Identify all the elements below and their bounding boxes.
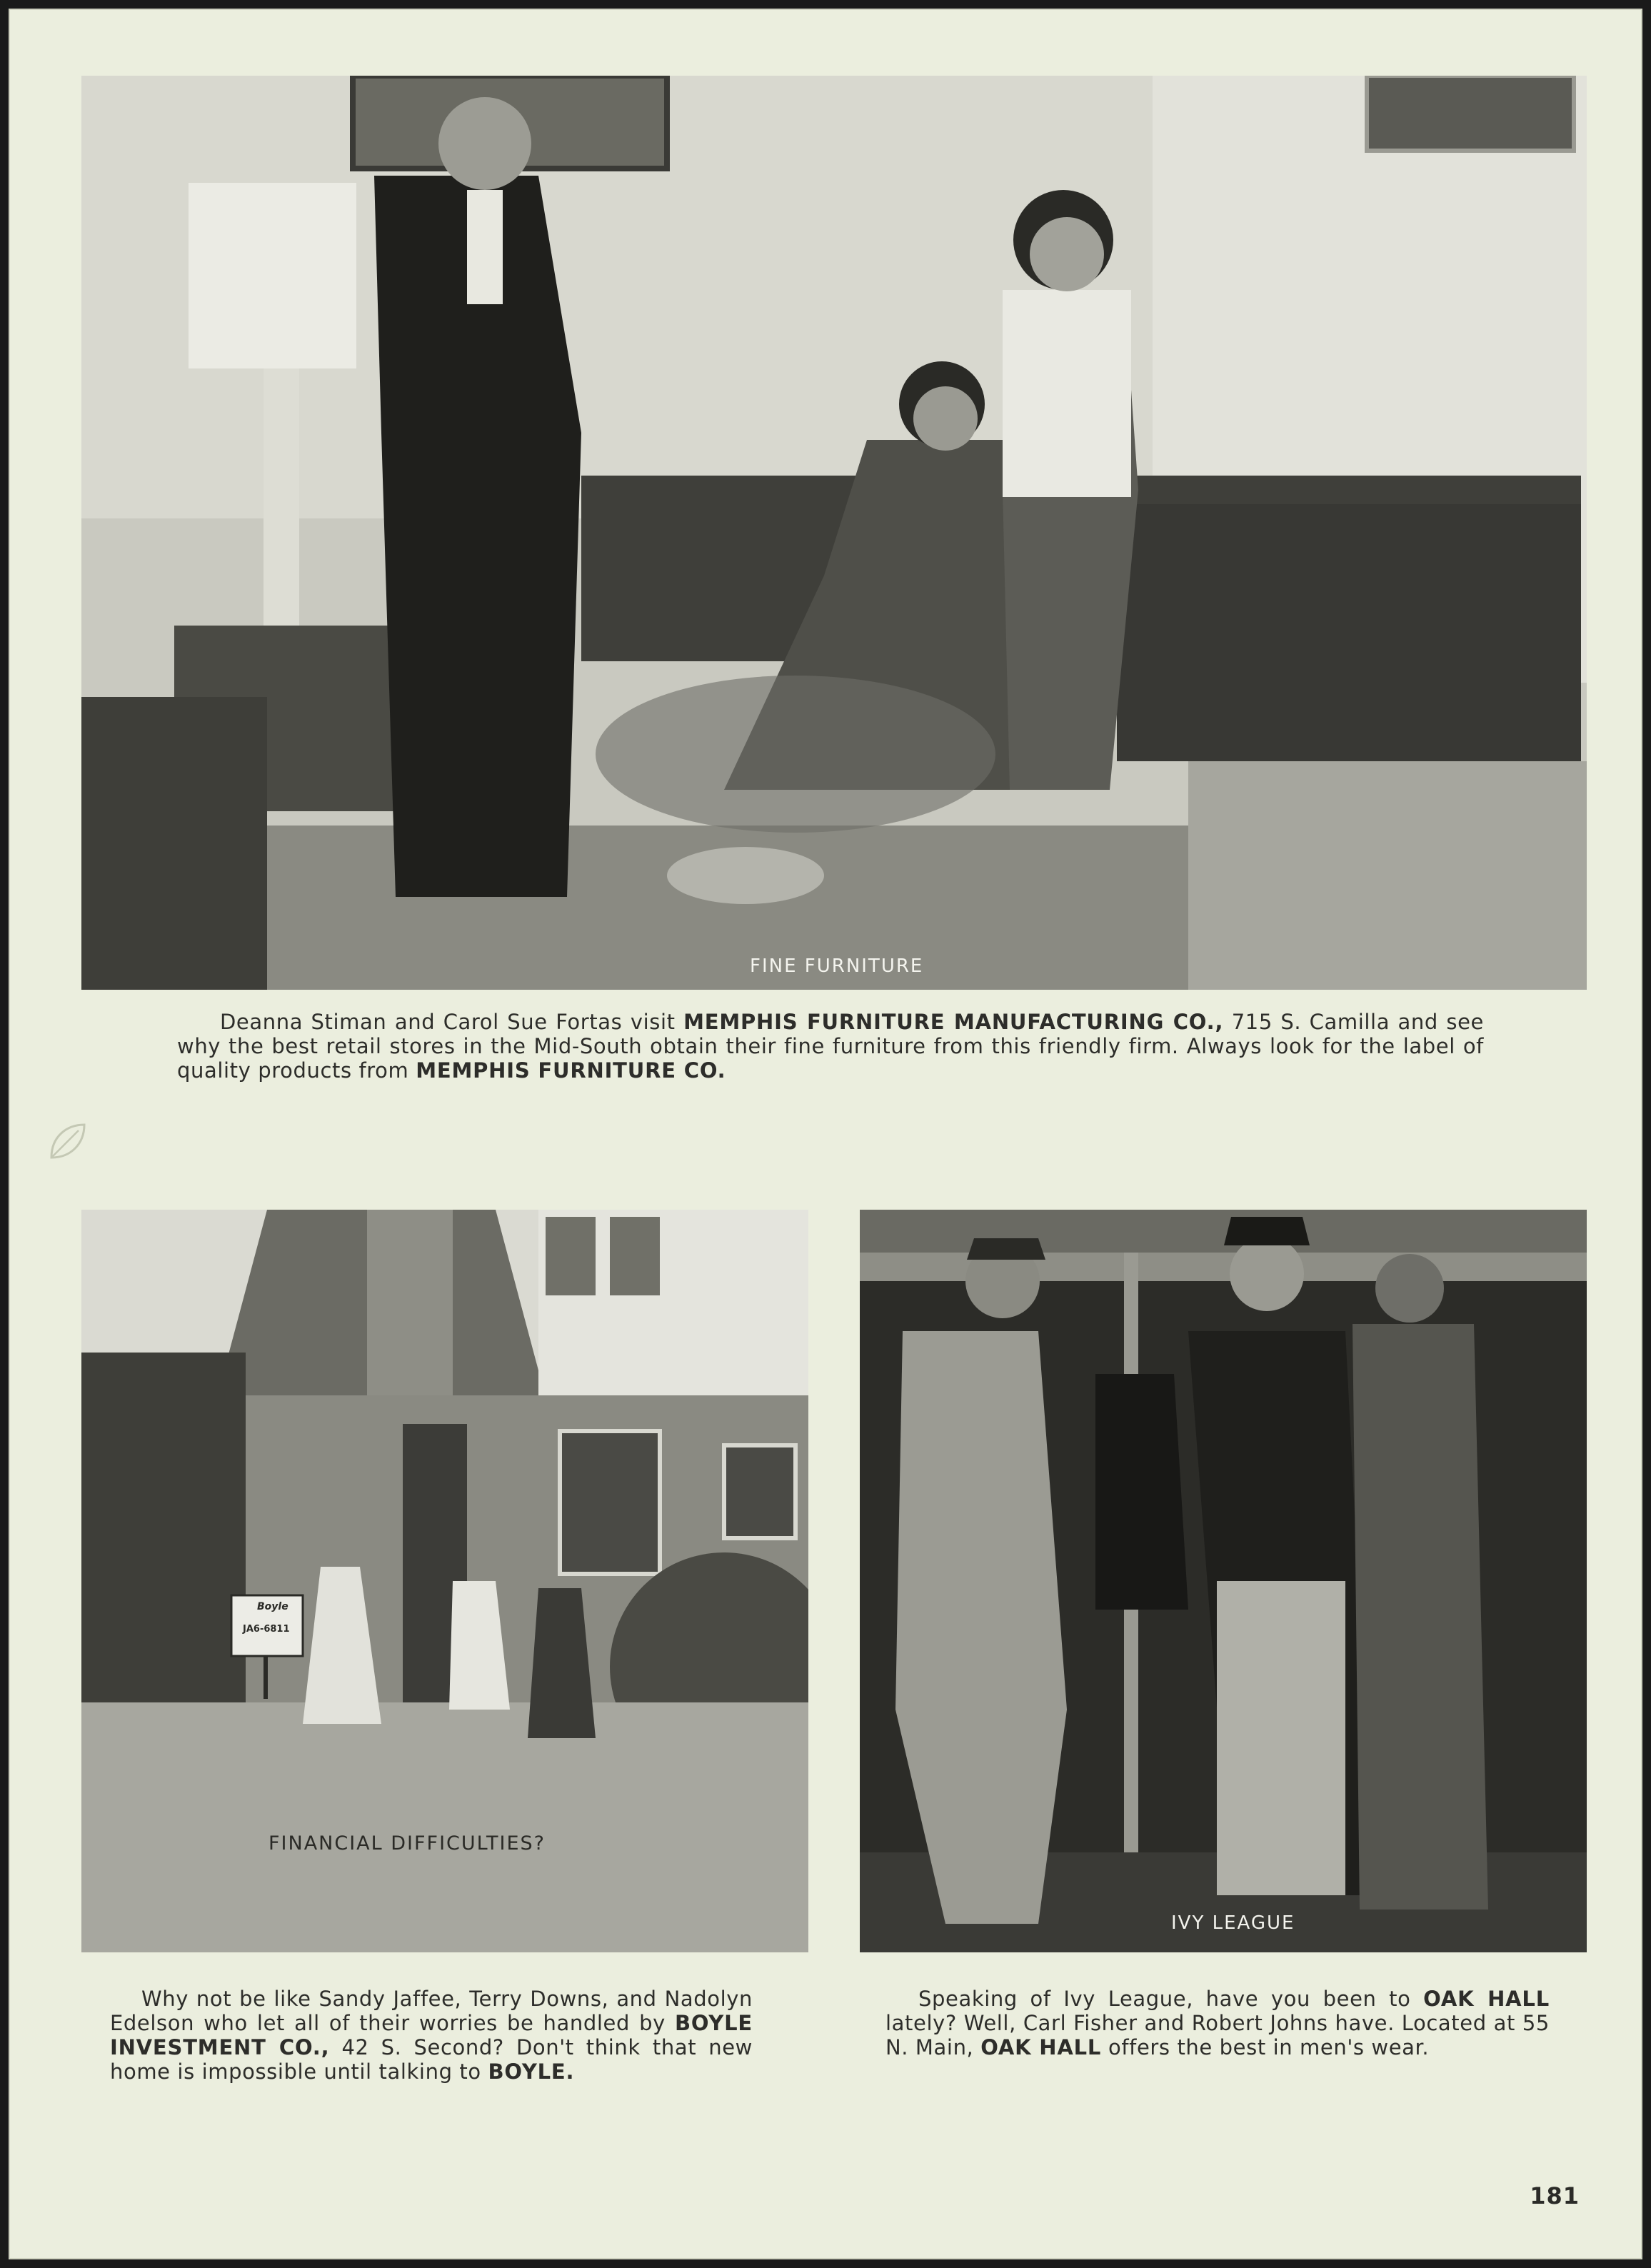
photo-label-ivy-league: IVY LEAGUE [1171,1912,1295,1934]
oak-hall-caption: Speaking of Ivy League, have you been to OAK HALL lately? Well, Carl Fisher and Robert Johns have. Located at 55 N. Main, OAK HALL offers the best in men's wear. [885,1987,1550,2059]
furniture-showroom-photo [81,76,1587,990]
photo-label-fine-furniture: FINE FURNITURE [750,955,924,977]
leaf-icon [46,1120,89,1163]
boyle-caption: Why not be like Sandy Jaffee, Terry Downs, and Nadolyn Edelson who let all of their worries be handled by BOYLE INVESTMENT CO., 42 S. Second? Don't think that new home is impossible until talking to BOYLE. [110,1987,753,2084]
oak-hall-store-photo [860,1210,1587,1952]
boyle-sign-brand: Boyle [257,1601,288,1612]
store-scene [860,1210,1587,1952]
page-number: 181 [1530,2182,1580,2209]
furniture-caption: Deanna Stiman and Carol Sue Fortas visit MEMPHIS FURNITURE MANUFACTURING CO., 715 S. Camilla and see why the best retail stores in the Mid-South obtain their fine furniture from this friendly firm. Always look for the label of quality products from MEMPHIS FURNITURE CO. [177,1010,1484,1083]
photo-label-financial-difficulties: FINANCIAL DIFFICULTIES? [269,1832,546,1855]
boyle-sign-phone: JA6-6811 [243,1624,290,1635]
furniture-scene [81,76,1587,990]
yearbook-page [9,9,1642,2259]
boyle-house-photo [81,1210,808,1952]
